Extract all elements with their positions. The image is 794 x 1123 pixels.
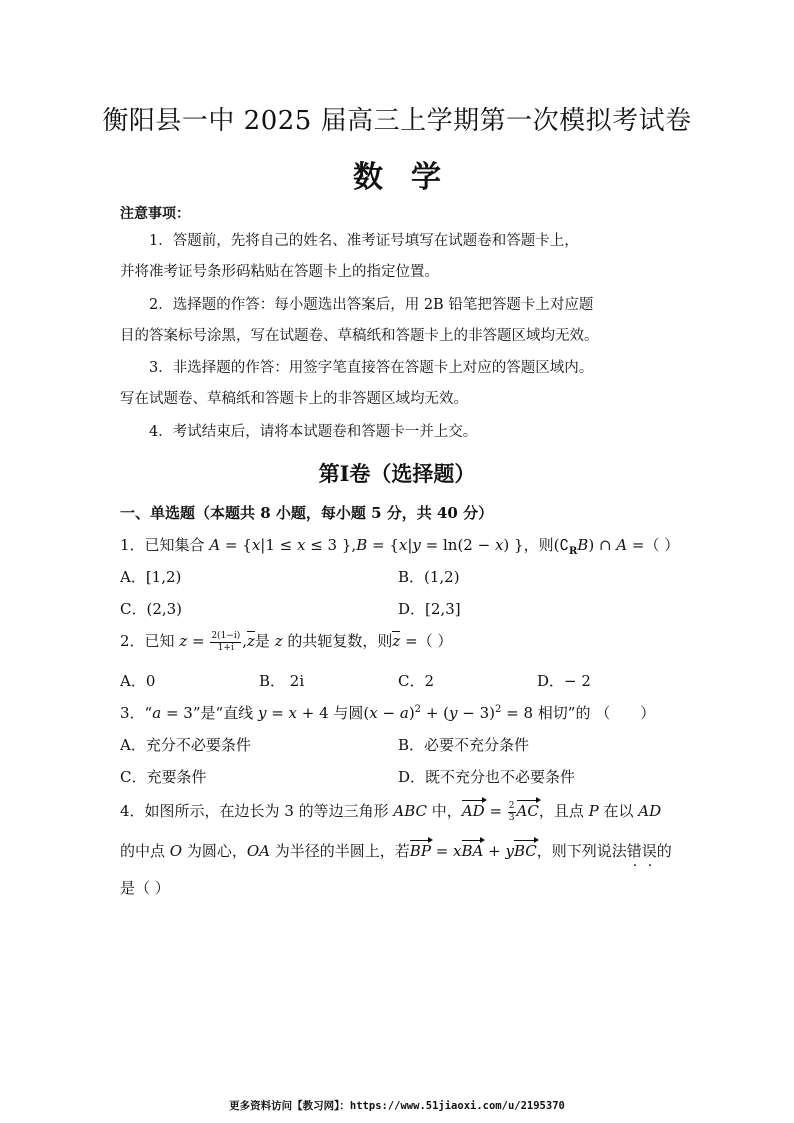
question-4-line-2: 的中点 O 为圆心，OA 为半径的半圆上，若BP = xBA + yBC，则下列说法错误的 — [120, 842, 672, 860]
notice-item-4: 4．考试结束后，请将本试题卷和答题卡一并上交。 — [149, 424, 478, 440]
notice-item-3a: 3．非选择题的作答：用签字笔直接答在答题卡上对应的答题区域内。 — [149, 360, 594, 376]
exam-title: 衡阳县一中 2025 届高三上学期第一次模拟考试卷 — [102, 106, 692, 136]
question-4-line-1: 4．如图所示，在边长为 3 的等边三角形 ABC 中，AD = $\frac{2}{3}$ AC，且点 P 在以 AD — [120, 800, 662, 823]
q3-option-c: C．充要条件 — [120, 768, 207, 786]
question-4-line-3: 是（ ） — [120, 879, 170, 897]
notice-item-2b: 目的答案标号涂黑，写在试题卷、草稿纸和答题卡上的非答题区域均无效。 — [120, 328, 599, 344]
q1-option-b: B．(1,2) — [398, 568, 460, 586]
q3-option-d: D．既不充分也不必要条件 — [398, 768, 576, 786]
question-3: 3．“a = 3”是“直线 y = x + 4 与圆$(x - a)^2 + (y - 3)^2 = 8$ 相切”的 （ ） — [120, 704, 656, 722]
notice-item-2a: 2．选择题的作答：每小题选出答案后，用 2B 铅笔把答题卡上对应题 — [149, 297, 594, 313]
q2-option-d: D．− 2 — [537, 672, 591, 690]
q2-option-b: B． 2i — [259, 672, 305, 690]
q1-option-a: A．[1,2) — [120, 568, 182, 586]
q2-option-c: C．2 — [398, 672, 435, 690]
part-heading: 一、单选题（本题共 8 小题，每小题 5 分，共 40 分） — [120, 504, 494, 522]
notice-item-1a: 1．答题前，先将自己的姓名、准考证号填写在试题卷和答题卡上， — [149, 233, 579, 249]
q2-option-a: A．0 — [120, 672, 156, 690]
notice-item-3b: 写在试题卷、草稿纸和答题卡上的非答题区域均无效。 — [120, 391, 468, 407]
q3-option-b: B．必要不充分条件 — [398, 736, 530, 754]
question-1: 1．已知集合 A = {x|1 ≤ x ≤ 3 },B = {x|y = ln(2 − x) }，则$(∁_RB)$ ∩ A =（ ） — [120, 536, 680, 557]
q3-option-a: A．充分不必要条件 — [120, 736, 251, 754]
notice-heading: 注意事项： — [120, 206, 190, 222]
q1-option-d: D．[2,3] — [398, 600, 461, 618]
section-title: 第Ⅰ卷（选择题） — [318, 461, 476, 486]
subject-title: 数学 — [353, 160, 469, 195]
notice-item-1b: 并将准考证号条形码粘贴在答题卡上的指定位置。 — [120, 264, 439, 280]
footer-link[interactable]: 更多资料访问【教习网】：https://www.51jiaoxi.com/u/2195370 — [229, 1100, 565, 1112]
q1-option-c: C．(2,3) — [120, 600, 183, 618]
question-2: 2．已知 z = $\frac{2(1-i)}{1+i}$ ,z是 z 的共轭复数，则z =（ ） — [120, 630, 453, 653]
